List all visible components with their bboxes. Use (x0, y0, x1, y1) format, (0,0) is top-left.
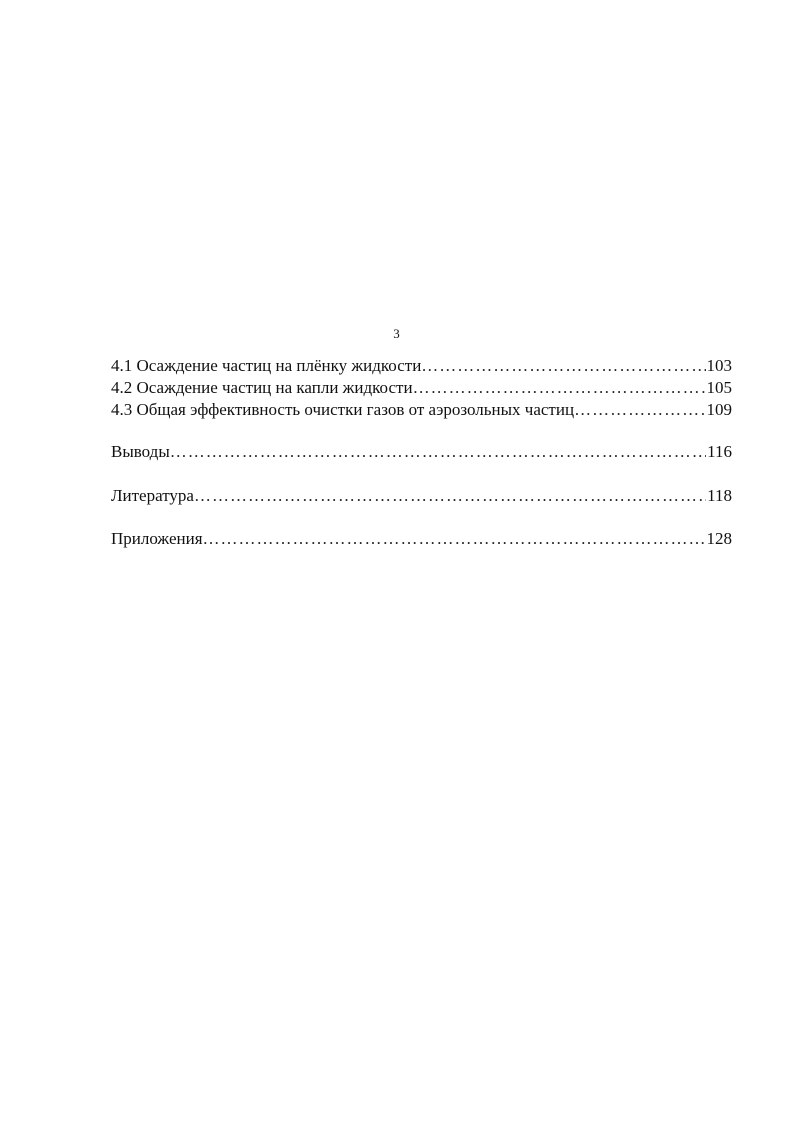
toc-dot-leader (413, 377, 706, 399)
toc-entry-page: 116 (707, 442, 732, 461)
toc-dot-leader (574, 399, 705, 421)
toc-dot-leader (170, 441, 706, 463)
toc-entry-page: 109 (706, 400, 732, 419)
toc-entry-title: 4.2 Осаждение частиц на капли жидкости (111, 378, 413, 397)
toc-entry-title: 4.1 Осаждение частиц на плёнку жидкости (111, 356, 422, 375)
toc-dot-leader (203, 528, 706, 550)
toc-entry-page: 103 (706, 356, 732, 375)
toc-entry-page: 128 (706, 529, 732, 548)
toc-dot-leader (194, 485, 706, 507)
page-number: 3 (393, 326, 400, 341)
toc-entry-title: Выводы (111, 442, 170, 461)
toc-entry-page: 105 (706, 378, 732, 397)
toc-entry (111, 399, 732, 421)
toc-entry-page: 118 (707, 486, 732, 505)
toc-entry (111, 377, 732, 399)
toc-entry (111, 485, 732, 507)
toc-dot-leader (421, 355, 705, 377)
toc-entry (111, 355, 732, 377)
toc-entry (111, 441, 732, 463)
toc-entry (111, 528, 732, 550)
toc-entry-title: 4.3 Общая эффективность очистки газов от аэрозольных частиц (111, 400, 575, 419)
toc-entry-title: Литература (111, 486, 194, 505)
toc-entry-title: Приложения (111, 529, 203, 548)
